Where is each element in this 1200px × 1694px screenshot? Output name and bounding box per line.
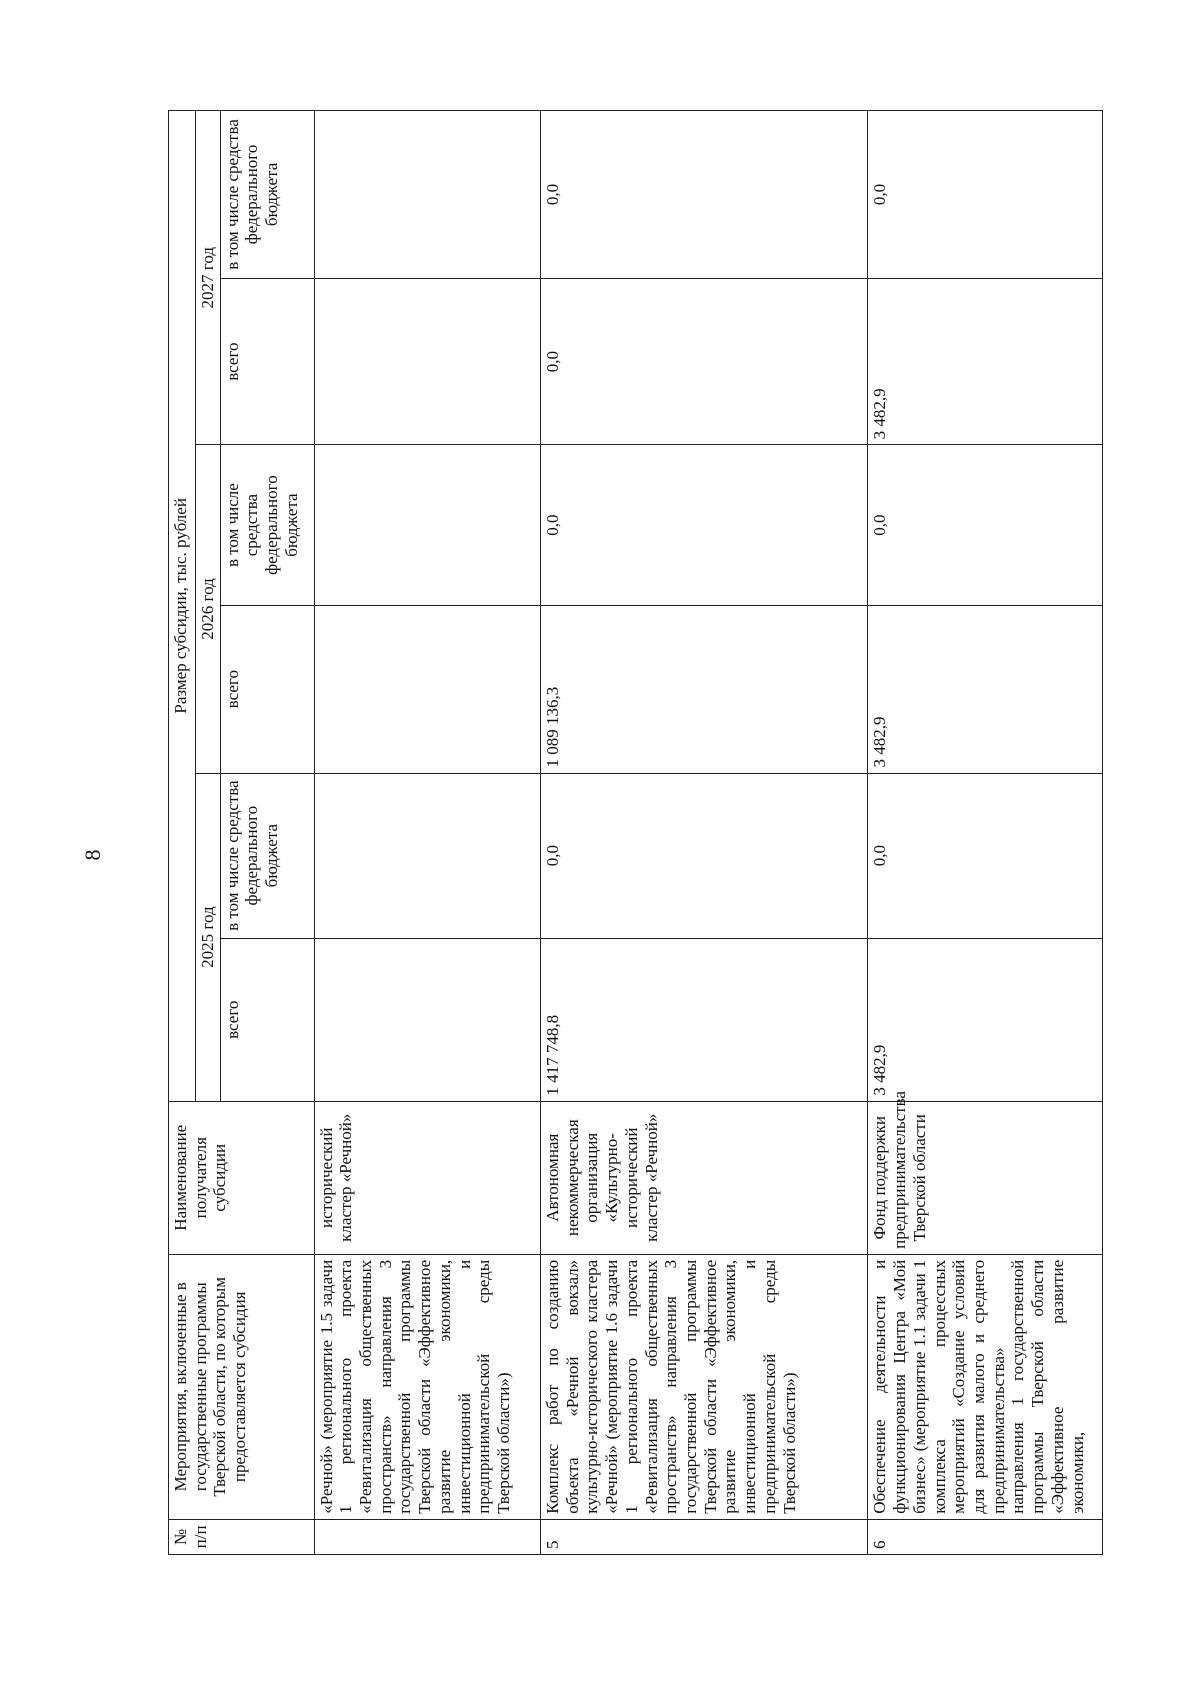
- row-federal-2026: [314, 445, 540, 605]
- header-num: № п/п: [169, 1519, 315, 1554]
- row-total-2026: 1 089 136,3: [540, 605, 867, 773]
- header-year-2026: 2026 год: [195, 445, 220, 773]
- row-federal-2027: 0,0: [868, 111, 1103, 279]
- header-total-2027: всего: [220, 278, 314, 445]
- row-federal-2027: [314, 111, 540, 279]
- row-total-2027: 0,0: [540, 278, 867, 445]
- header-recipient: Наименование получателя субсидии: [169, 1101, 315, 1254]
- row-total-2025: [314, 938, 540, 1101]
- row-federal-2027: 0,0: [540, 111, 867, 279]
- row-total-2026: [314, 605, 540, 773]
- row-recipient: исторический кластер «Речной»: [314, 1101, 540, 1254]
- header-subsidy-size: Размер субсидии, тыс. рублей: [169, 111, 196, 1102]
- row-total-2027: [314, 278, 540, 445]
- header-year-2027: 2027 год: [195, 111, 220, 445]
- row-federal-2025: 0,0: [540, 773, 867, 938]
- header-activity: Мероприятия, включенные в государственные программы Тверской области, по которым предоставляется субсидия: [169, 1254, 315, 1519]
- row-total-2026: 3 482,9: [868, 605, 1103, 773]
- rotated-table-sheet: [168, 110, 1103, 1555]
- page-number: 8: [80, 849, 105, 861]
- header-federal-2026: в том числе средства федерального бюджета: [220, 445, 314, 605]
- header-federal-2027: в том числе средства федерального бюджета: [220, 111, 314, 279]
- header-federal-2025: в том числе средства федерального бюджета: [220, 773, 314, 938]
- header-total-2026: всего: [220, 605, 314, 773]
- row-federal-2026: 0,0: [868, 445, 1103, 605]
- table-row: [314, 111, 540, 1555]
- table-row: [540, 111, 867, 1555]
- row-total-2027: 3 482,9: [868, 278, 1103, 445]
- row-federal-2025: [314, 773, 540, 938]
- row-activity: Обеспечение деятельности и функционирования Центра «Мой бизнес» (мероприятие 1.1 задачи 1 комплекса процессных мероприятий «Создание условий для развития малого и среднего предпринимательства» направления 1 государственной программы Тверской области «Эффективное развитие экономики,: [868, 1254, 1103, 1519]
- row-num: 5: [540, 1519, 867, 1554]
- header-total-2025: всего: [220, 938, 314, 1101]
- header-year-2025: 2025 год: [195, 773, 220, 1101]
- row-num: 6: [868, 1519, 1103, 1554]
- row-recipient: Автономная некоммерческая организация «Культурно-исторический кластер «Речной»: [540, 1101, 867, 1254]
- row-num: [314, 1519, 540, 1554]
- subsidy-table: [168, 110, 1103, 1555]
- row-federal-2026: 0,0: [540, 445, 867, 605]
- row-federal-2025: 0,0: [868, 773, 1103, 938]
- table-row: [868, 111, 1103, 1555]
- row-activity: «Речной» (мероприятие 1.5 задачи 1 регионального проекта «Ревитализация общественных пространств» направления 3 государственной программы Тверской области «Эффективное развитие экономики, инвестиционной и предпринимательской среды Тверской области»): [314, 1254, 540, 1519]
- row-total-2025: 3 482,9: [868, 938, 1103, 1101]
- row-recipient: Фонд поддержки предпринимательства Тверской области: [868, 1101, 1103, 1254]
- row-total-2025: 1 417 748,8: [540, 938, 867, 1101]
- row-activity: Комплекс работ по созданию объекта «Речной вокзал» культурно-исторического кластера «Речной» (мероприятие 1.6 задачи 1 регионального проекта «Ревитализация общественных пространств» направления 3 государственной программы Тверской области «Эффективное развитие экономики, инвестиционной и предпринимательской среды Тверской области»): [540, 1254, 867, 1519]
